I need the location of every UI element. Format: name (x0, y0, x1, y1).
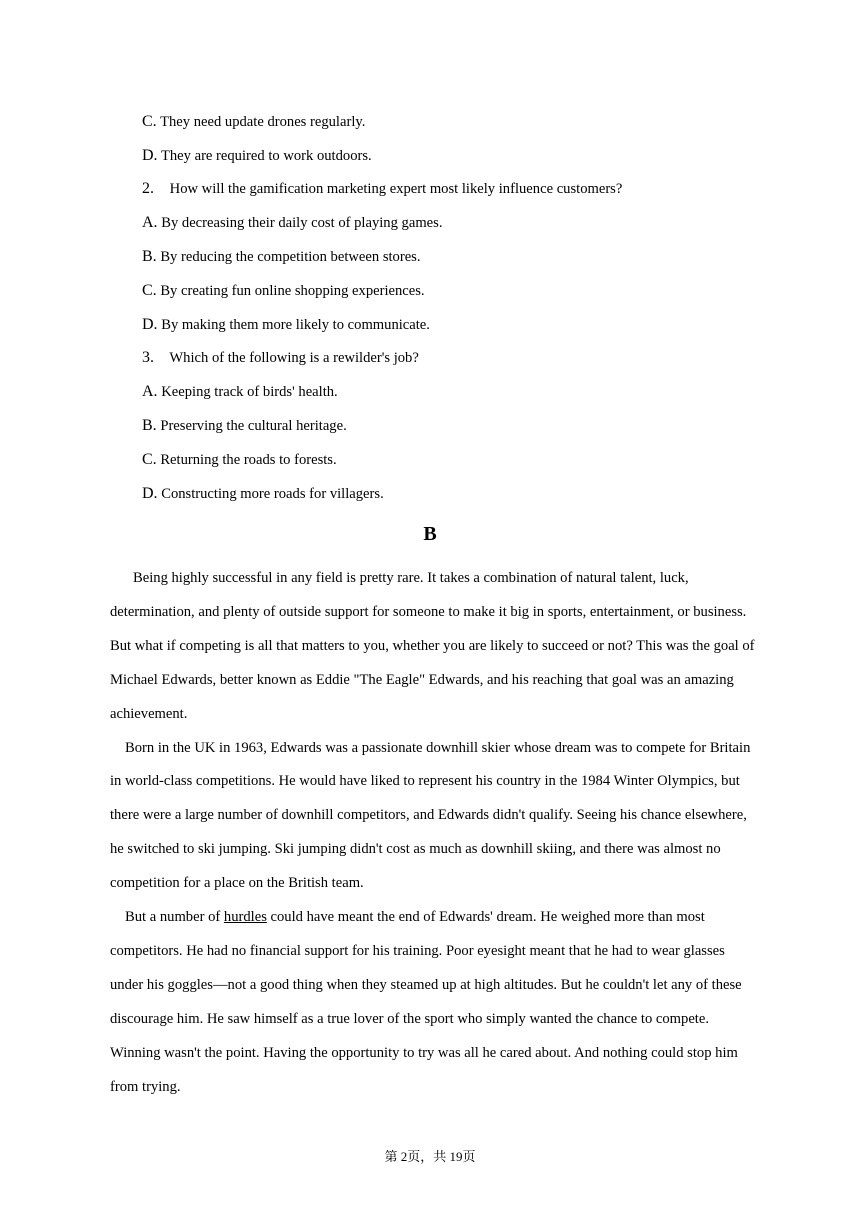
question-2-option-d (142, 315, 430, 335)
option-c-prev (142, 112, 365, 132)
question-number: 2. (142, 180, 154, 197)
option-text: By reducing the competition between stores. (160, 249, 421, 265)
option-letter: D. (142, 316, 158, 333)
question-text: How will the gamification marketing expert most likely influence customers? (169, 181, 623, 197)
question-text: Which of the following is a rewilder's job? (169, 350, 419, 366)
question-3-option-c (142, 450, 337, 470)
question-2-option-b (142, 247, 421, 267)
question-2 (142, 179, 622, 199)
option-letter: B. (142, 248, 157, 265)
section-heading: B (423, 523, 437, 545)
question-2-option-a (142, 213, 442, 233)
option-d-prev (142, 146, 372, 166)
question-3 (142, 348, 419, 368)
question-2-option-c (142, 281, 425, 301)
page-number-footer: 第 2页，共 19页 (384, 1149, 476, 1164)
option-letter: A. (142, 383, 158, 400)
option-text: By making them more likely to communicate. (161, 317, 430, 333)
option-letter: C. (142, 282, 157, 299)
option-text: Returning the roads to forests. (160, 452, 337, 468)
option-letter: C. (142, 451, 157, 468)
option-text: By decreasing their daily cost of playing games. (161, 215, 443, 231)
underlined-word: hurdles (223, 909, 267, 926)
question-3-option-a (142, 382, 338, 402)
reading-passage (110, 562, 760, 1105)
question-3-option-b (142, 416, 347, 436)
passage-paragraph: Being highly successful in any field is pretty rare. It takes a combination of natural talent, luck, determination, and plenty of outside support for someone to make it big in sports, entertainment, or business. But what if competing is all that matters to you, whether you are likely to succeed or not? This was the goal of Michael Edwards, better known as Eddie "The Eagle" Edwards, and his reaching that goal was an amazing achievement. (110, 570, 755, 722)
option-text: They are required to work outdoors. (160, 148, 372, 164)
option-letter: A. (142, 214, 158, 231)
passage-text: But a number of (125, 909, 224, 926)
option-text: Keeping track of birds' health. (161, 384, 338, 400)
option-text: They need update drones regularly. (160, 114, 366, 130)
question-3-option-d (142, 484, 384, 504)
passage-paragraph: Born in the UK in 1963, Edwards was a passionate downhill skier whose dream was to compete for Britain in world-class competitions. He would have liked to represent his country in the 1984 Winter Olympics, but there were a large number of downhill competitors, and Edwards didn't qualify. Seeing his chance elsewhere, he switched to ski jumping. Ski jumping didn't cost as much as downhill skiing, and there was almost no competition for a place on the British team. (110, 739, 751, 892)
option-text: Preserving the cultural heritage. (160, 418, 347, 434)
option-text: Constructing more roads for villagers. (161, 486, 384, 502)
option-letter: B. (142, 417, 157, 434)
option-letter: D. (142, 485, 158, 502)
passage-text: could have meant the end of Edwards' dream. He weighed more than most competitors. He had no financial support for his training. Poor eyesight meant that he had to wear glasses under his goggles—not a good thing when they steamed up at high altitudes. But he couldn't let any of these discourage him. He saw himself as a true lover of the sport who simply wanted the chance to compete. Winning wasn't the point. Having the opportunity to try was all he cared about. And nothing could stop him from trying. (110, 909, 742, 1095)
option-letter: C. (142, 113, 157, 130)
question-number: 3. (142, 349, 154, 366)
option-letter: D. (142, 147, 158, 164)
option-text: By creating fun online shopping experiences. (160, 283, 425, 299)
passage-paragraph (110, 901, 760, 1104)
